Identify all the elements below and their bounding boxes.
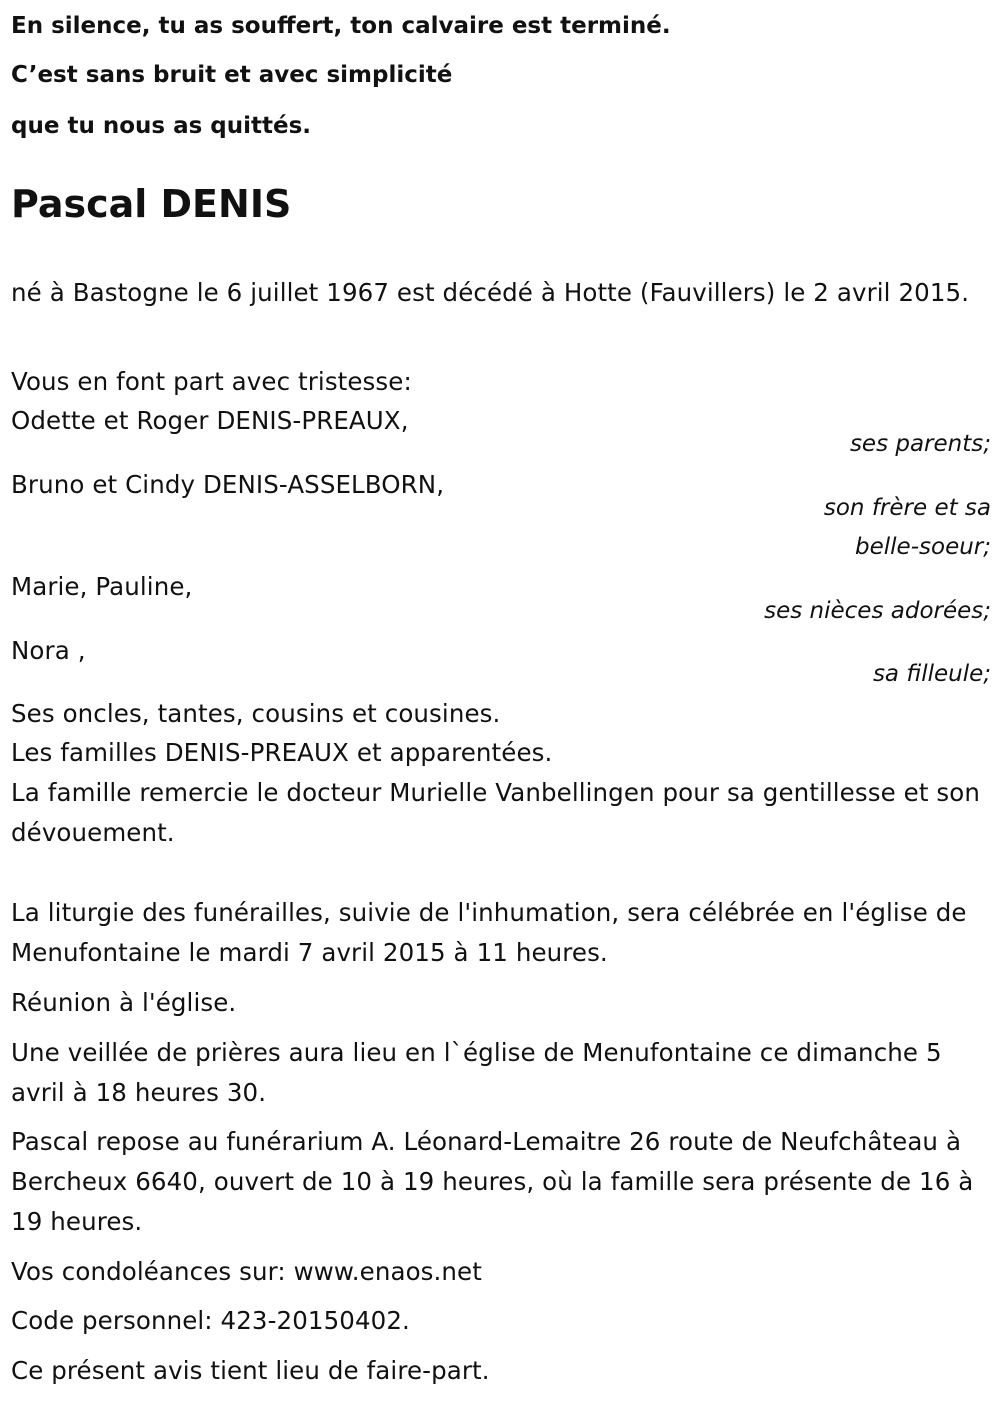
family-relation-brother-line1: son frère et sa — [823, 495, 991, 521]
personal-code-line: Code personnel: 423-20150402. — [11, 1306, 410, 1335]
birth-death-statement: né à Bastogne le 6 juillet 1967 est décédé à Hotte (Fauvillers) le 2 avril 2015. — [11, 278, 970, 307]
extended-family-line-2: Les familles DENIS-PREAUX et apparentées. — [11, 738, 553, 767]
verse-line-3: que tu nous as quittés. — [11, 113, 312, 139]
meeting-paragraph: Réunion à l'église. — [11, 988, 237, 1017]
funeral-home-paragraph: Pascal repose au funérarium A. Léonard-Lemaitre 26 route de Neufchâteau à Bercheux 6640, ouvert de 10 à 19 heures, où la famille sera présente de 16 à 19 heures. — [11, 1127, 974, 1236]
vigil-paragraph: Une veillée de prières aura lieu en l`église de Menufontaine ce dimanche 5 avril à 18 heures 30. — [11, 1038, 942, 1107]
family-names-nieces: Marie, Pauline, — [11, 572, 193, 601]
family-relation-goddaughter: sa filleule; — [872, 661, 991, 687]
thanks-paragraph: La famille remercie le docteur Murielle Vanbellingen pour sa gentillesse et son dévouement. — [11, 778, 980, 847]
liturgy-paragraph: La liturgie des funérailles, suivie de l'inhumation, sera célébrée en l'église de Menufontaine le mardi 7 avril 2015 à 11 heures. — [11, 898, 967, 967]
family-names-brother: Bruno et Cindy DENIS-ASSELBORN, — [11, 470, 445, 499]
family-relation-parents: ses parents; — [849, 431, 991, 457]
verse-line-2: C’est sans bruit et avec simplicité — [11, 62, 453, 88]
family-names-goddaughter: Nora , — [11, 636, 86, 665]
announcement-intro: Vous en font part avec tristesse: — [11, 367, 412, 396]
condolences-line: Vos condoléances sur: www.enaos.net — [11, 1257, 482, 1286]
verse-line-1: En silence, tu as souffert, ton calvaire est terminé. — [11, 13, 671, 39]
extended-family-line-1: Ses oncles, tantes, cousins et cousines. — [11, 699, 501, 728]
deceased-name: Pascal DENIS — [11, 182, 292, 226]
family-names-parents: Odette et Roger DENIS-PREAUX, — [11, 406, 409, 435]
notice-line: Ce présent avis tient lieu de faire-part. — [11, 1356, 490, 1385]
family-relation-brother-line2: belle-soeur; — [855, 534, 991, 560]
family-relation-nieces: ses nièces adorées; — [764, 598, 991, 624]
